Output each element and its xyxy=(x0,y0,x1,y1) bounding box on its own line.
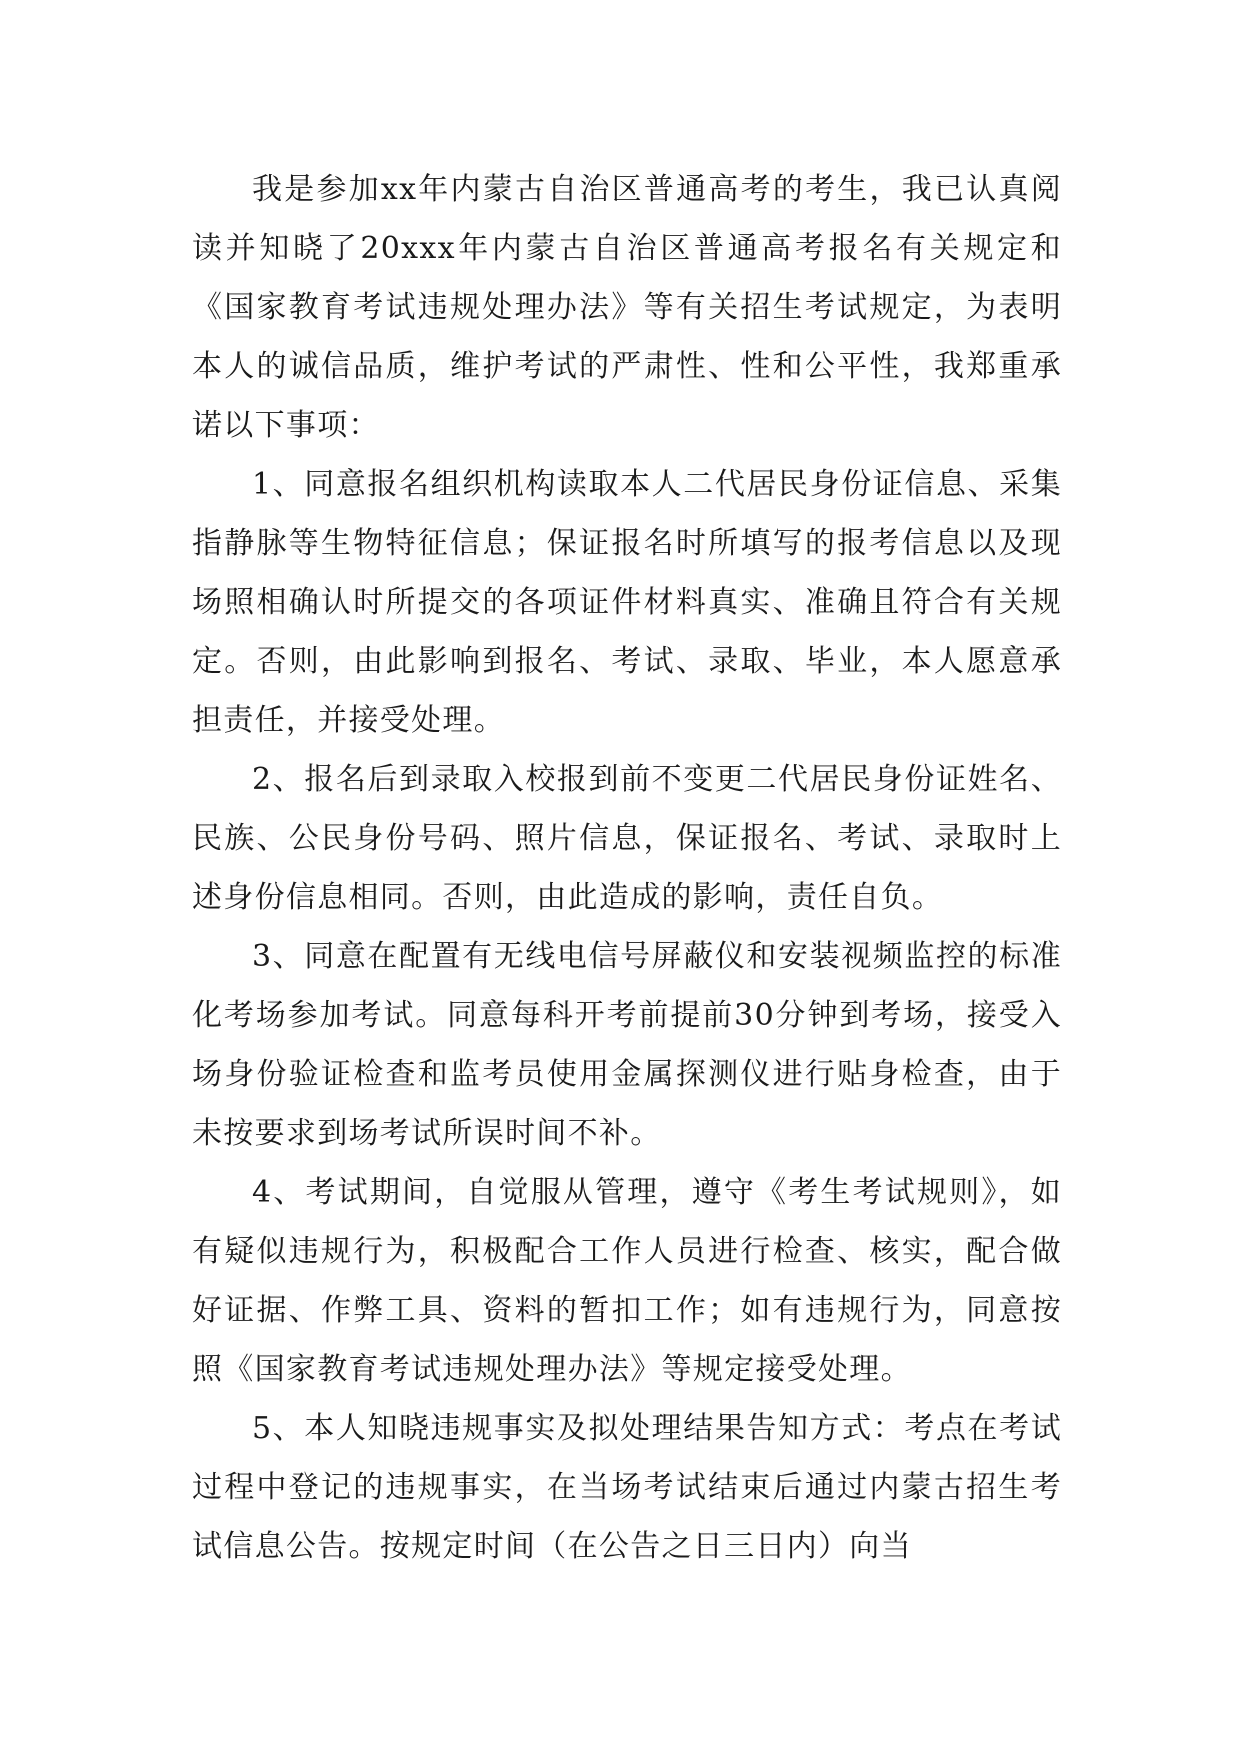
document-body xyxy=(192,160,1062,1576)
paragraph-item-1: 1、同意报名组织机构读取本人二代居民身份证信息、采集指静脉等生物特征信息；保证报名时所填写的报考信息以及现场照相确认时所提交的各项证件材料真实、准确且符合有关规定。否则，由此影响到报名、考试、录取、毕业，本人愿意承担责任，并接受处理。 xyxy=(192,467,1062,738)
paragraph-intro: 我是参加xx年内蒙古自治区普通高考的考生，我已认真阅读并知晓了20xxx年内蒙古自治区普通高考报名有关规定和《国家教育考试违规处理办法》等有关招生考试规定，为表明本人的诚信品质，维护考试的严肃性、性和公平性，我郑重承诺以下事项： xyxy=(192,172,1062,443)
paragraph-item-5: 5、本人知晓违规事实及拟处理结果告知方式：考点在考试过程中登记的违规事实，在当场考试结束后通过内蒙古招生考试信息公告。按规定时间（在公告之日三日内）向当 xyxy=(192,1411,1062,1564)
paragraph-item-3: 3、同意在配置有无线电信号屏蔽仪和安装视频监控的标准化考场参加考试。同意每科开考前提前30分钟到考场，接受入场身份验证检查和监考员使用金属探测仪进行贴身检查，由于未按要求到场考试所误时间不补。 xyxy=(192,939,1062,1151)
paragraph-item-4: 4、考试期间，自觉服从管理，遵守《考生考试规则》，如有疑似违规行为，积极配合工作人员进行检查、核实，配合做好证据、作弊工具、资料的暂扣工作；如有违规行为，同意按照《国家教育考试违规处理办法》等规定接受处理。 xyxy=(192,1175,1062,1387)
paragraph-item-2: 2、报名后到录取入校报到前不变更二代居民身份证姓名、民族、公民身份号码、照片信息，保证报名、考试、录取时上述身份信息相同。否则，由此造成的影响，责任自负。 xyxy=(192,762,1062,915)
